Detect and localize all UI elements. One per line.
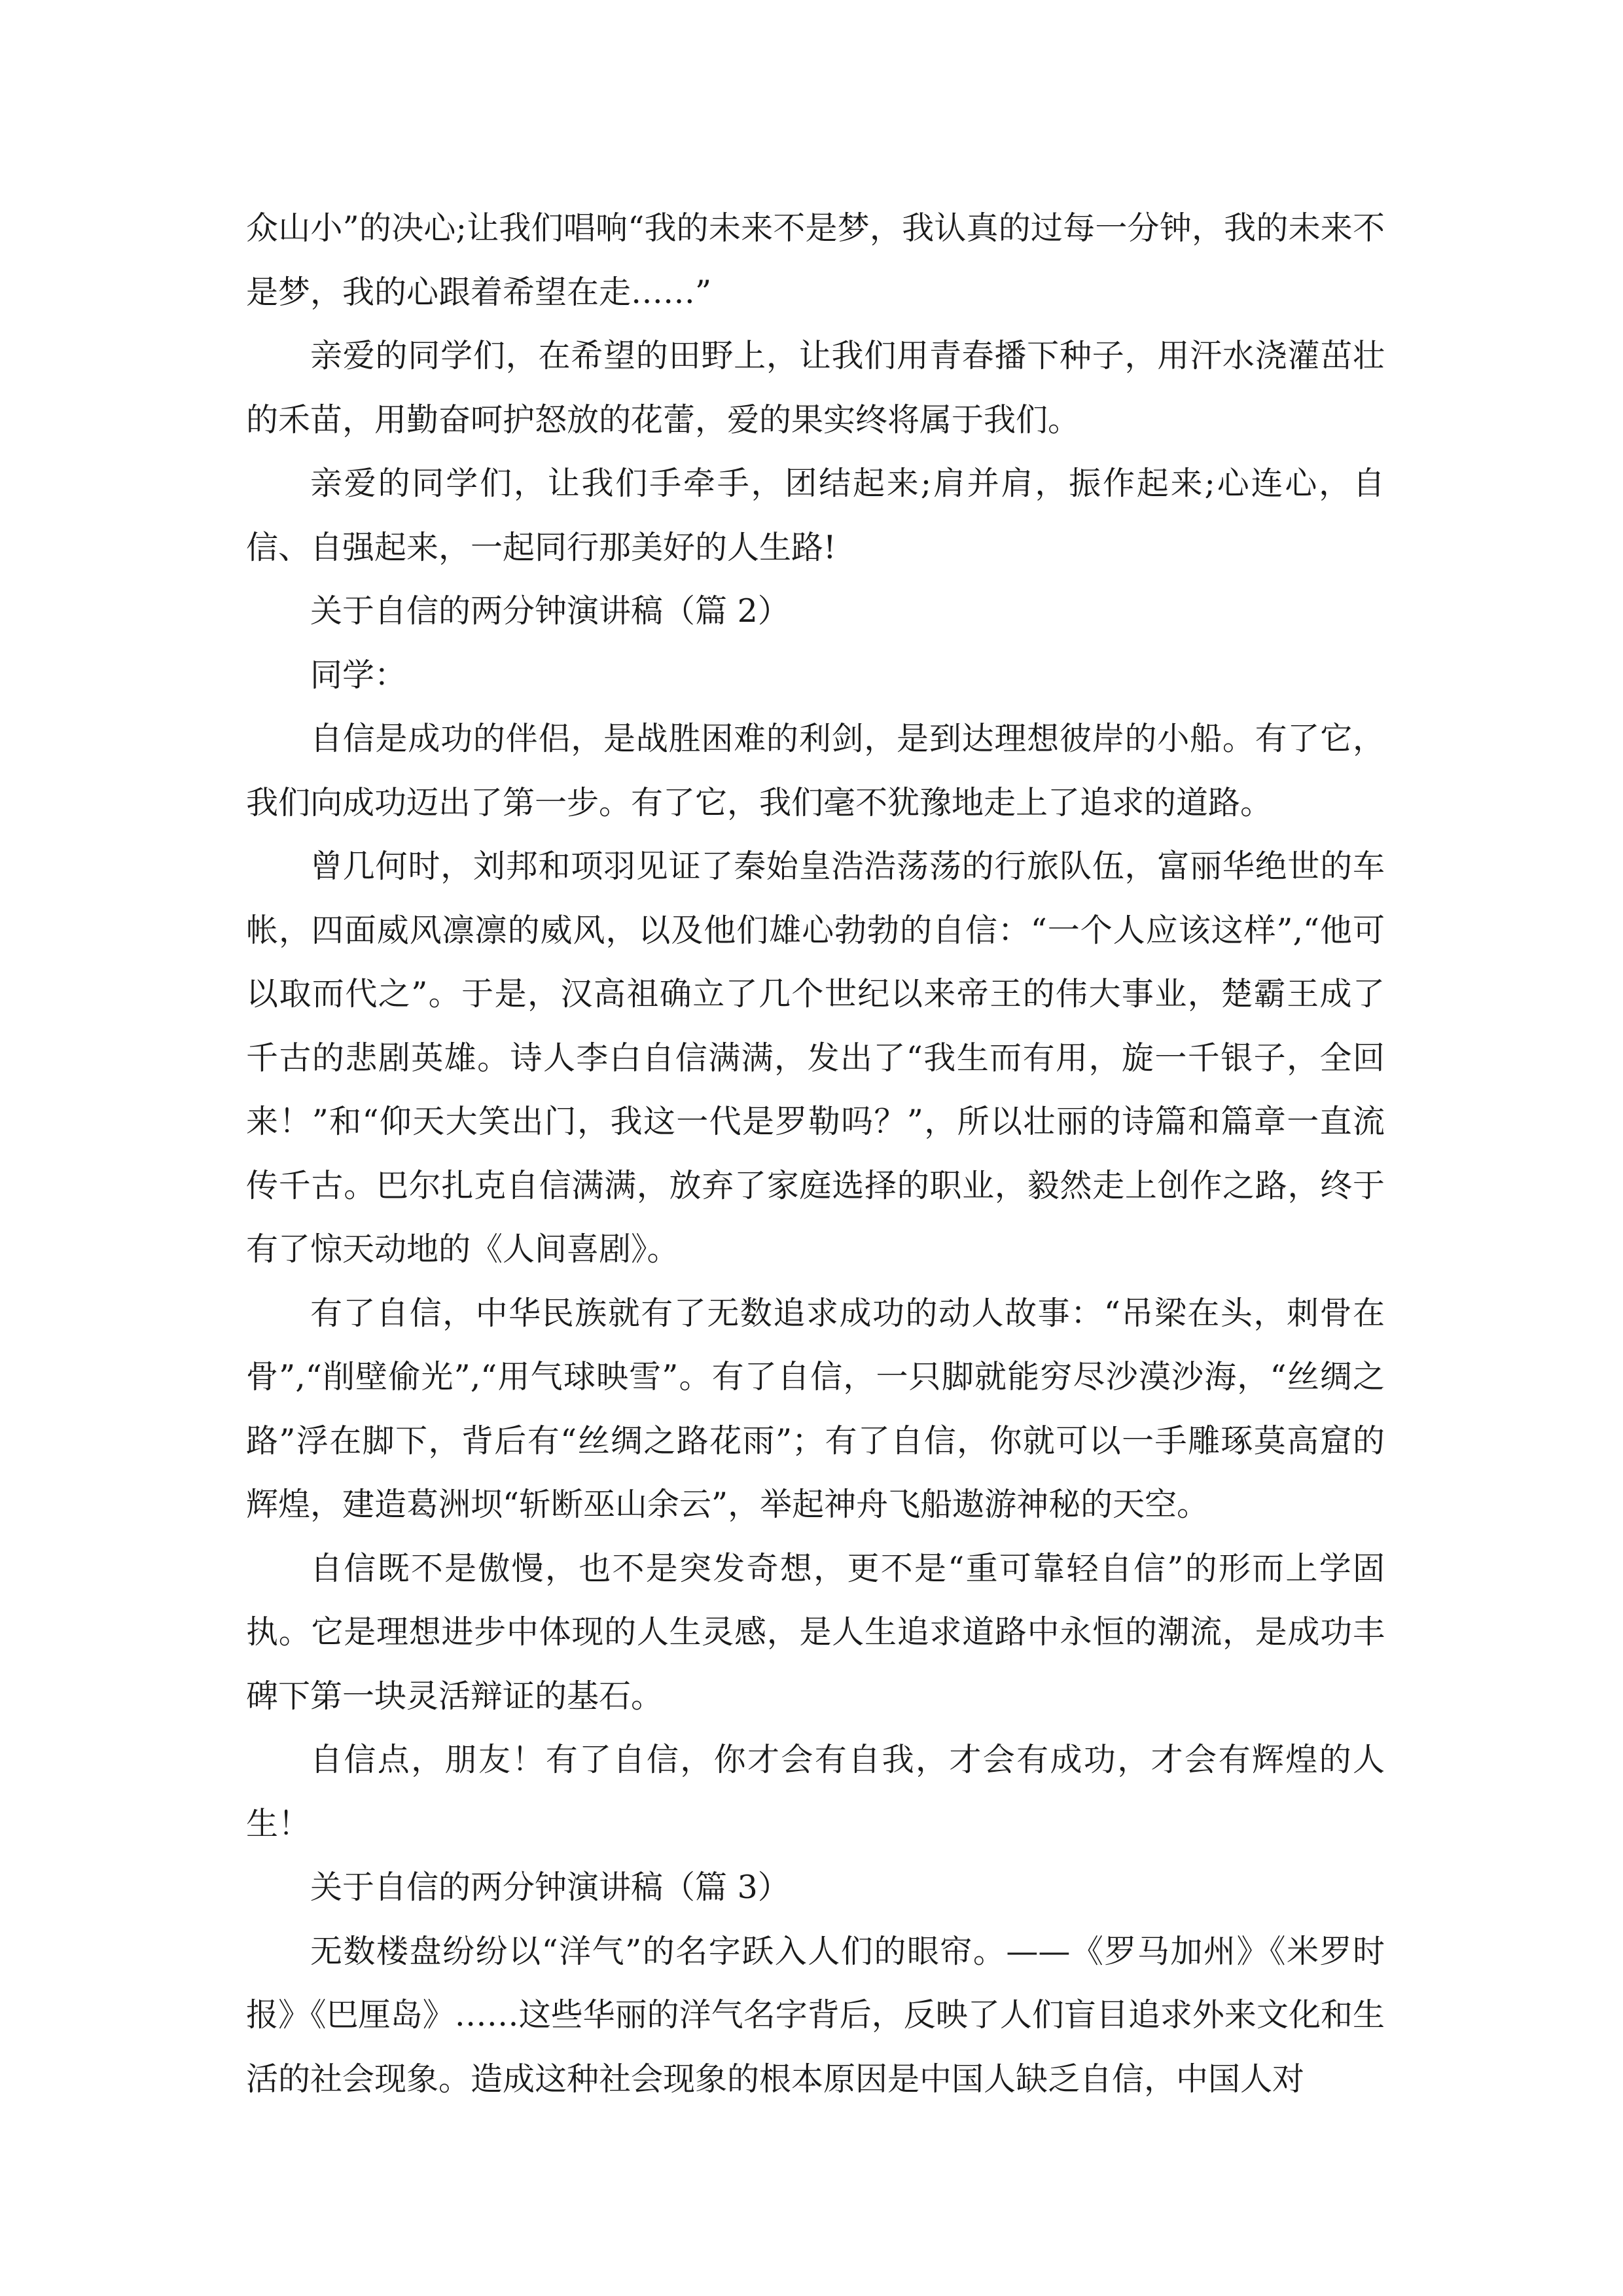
paragraph: 自信既不是傲慢，也不是突发奇想，更不是“重可靠轻自信”的形而上学固执。它是理想进步中体现的人生灵感，是人生追求道路中永恒的潮流，是成功丰碑下第一块灵活辩证的基石。 xyxy=(246,1549,1385,1715)
section-heading-3: 关于自信的两分钟演讲稿（篇 3） xyxy=(310,1869,790,1906)
paragraph: 亲爱的同学们，在希望的田野上，让我们用青春播下种子，用汗水浇灌茁壮的禾苗，用勤奋呵护怒放的花蕾，爱的果实终将属于我们。 xyxy=(246,337,1385,439)
paragraph: 有了自信，中华民族就有了无数追求成功的动人故事：“吊梁在头，刺骨在骨”,“削壁偷光”,“用气球映雪”。有了自信，一只脚就能穷尽沙漠沙海，“丝绸之路”浮在脚下，背后有“丝绸之路花雨”；有了自信，你就可以一手雕琢莫高窟的辉煌，建造葛洲坝“斩断巫山余云”，举起神舟飞船遨游神秘的天空。 xyxy=(246,1294,1385,1523)
paragraph-continuation: 众山小”的决心;让我们唱响“我的未来不是梦，我认真的过每一分钟，我的未来不是梦，我的心跟着希望在走……” xyxy=(246,209,1385,311)
paragraph: 自信点，朋友！有了自信，你才会有自我，才会有成功，才会有辉煌的人生！ xyxy=(246,1741,1385,1842)
paragraph: 曾几何时，刘邦和项羽见证了秦始皇浩浩荡荡的行旅队伍，富丽华绝世的车帐，四面威风凛凛的威风，以及他们雄心勃勃的自信：“一个人应该这样”,“他可以取而代之”。于是，汉高祖确立了几个世纪以来帝王的伟大事业，楚霸王成了千古的悲剧英雄。诗人李白自信满满，发出了“我生而有用，旋一千银子，全回来！”和“仰天大笑出门，我这一代是罗勒吗？”，所以壮丽的诗篇和篇章一直流传千古。巴尔扎克自信满满，放弃了家庭选择的职业，毅然走上创作之路，终于有了惊天动地的《人间喜剧》。 xyxy=(246,848,1385,1268)
salutation: 同学： xyxy=(310,656,407,694)
paragraph: 无数楼盘纷纷以“洋气”的名字跃入人们的眼帘。——《罗马加州》《米罗时报》《巴厘岛》……这些华丽的洋气名字背后，反映了人们盲目追求外来文化和生活的社会现象。造成这种社会现象的根本原因是中国人缺乏自信，中国人对 xyxy=(246,1932,1385,2098)
section-heading-2: 关于自信的两分钟演讲稿（篇 2） xyxy=(310,592,790,630)
paragraph: 亲爱的同学们，让我们手牵手，团结起来;肩并肩，振作起来;心连心，自信、自强起来，一起同行那美好的人生路! xyxy=(246,465,1385,566)
document-page xyxy=(246,196,1385,2111)
paragraph: 自信是成功的伴侣，是战胜困难的利剑，是到达理想彼岸的小船。有了它，我们向成功迈出了第一步。有了它，我们毫不犹豫地走上了追求的道路。 xyxy=(246,720,1385,821)
